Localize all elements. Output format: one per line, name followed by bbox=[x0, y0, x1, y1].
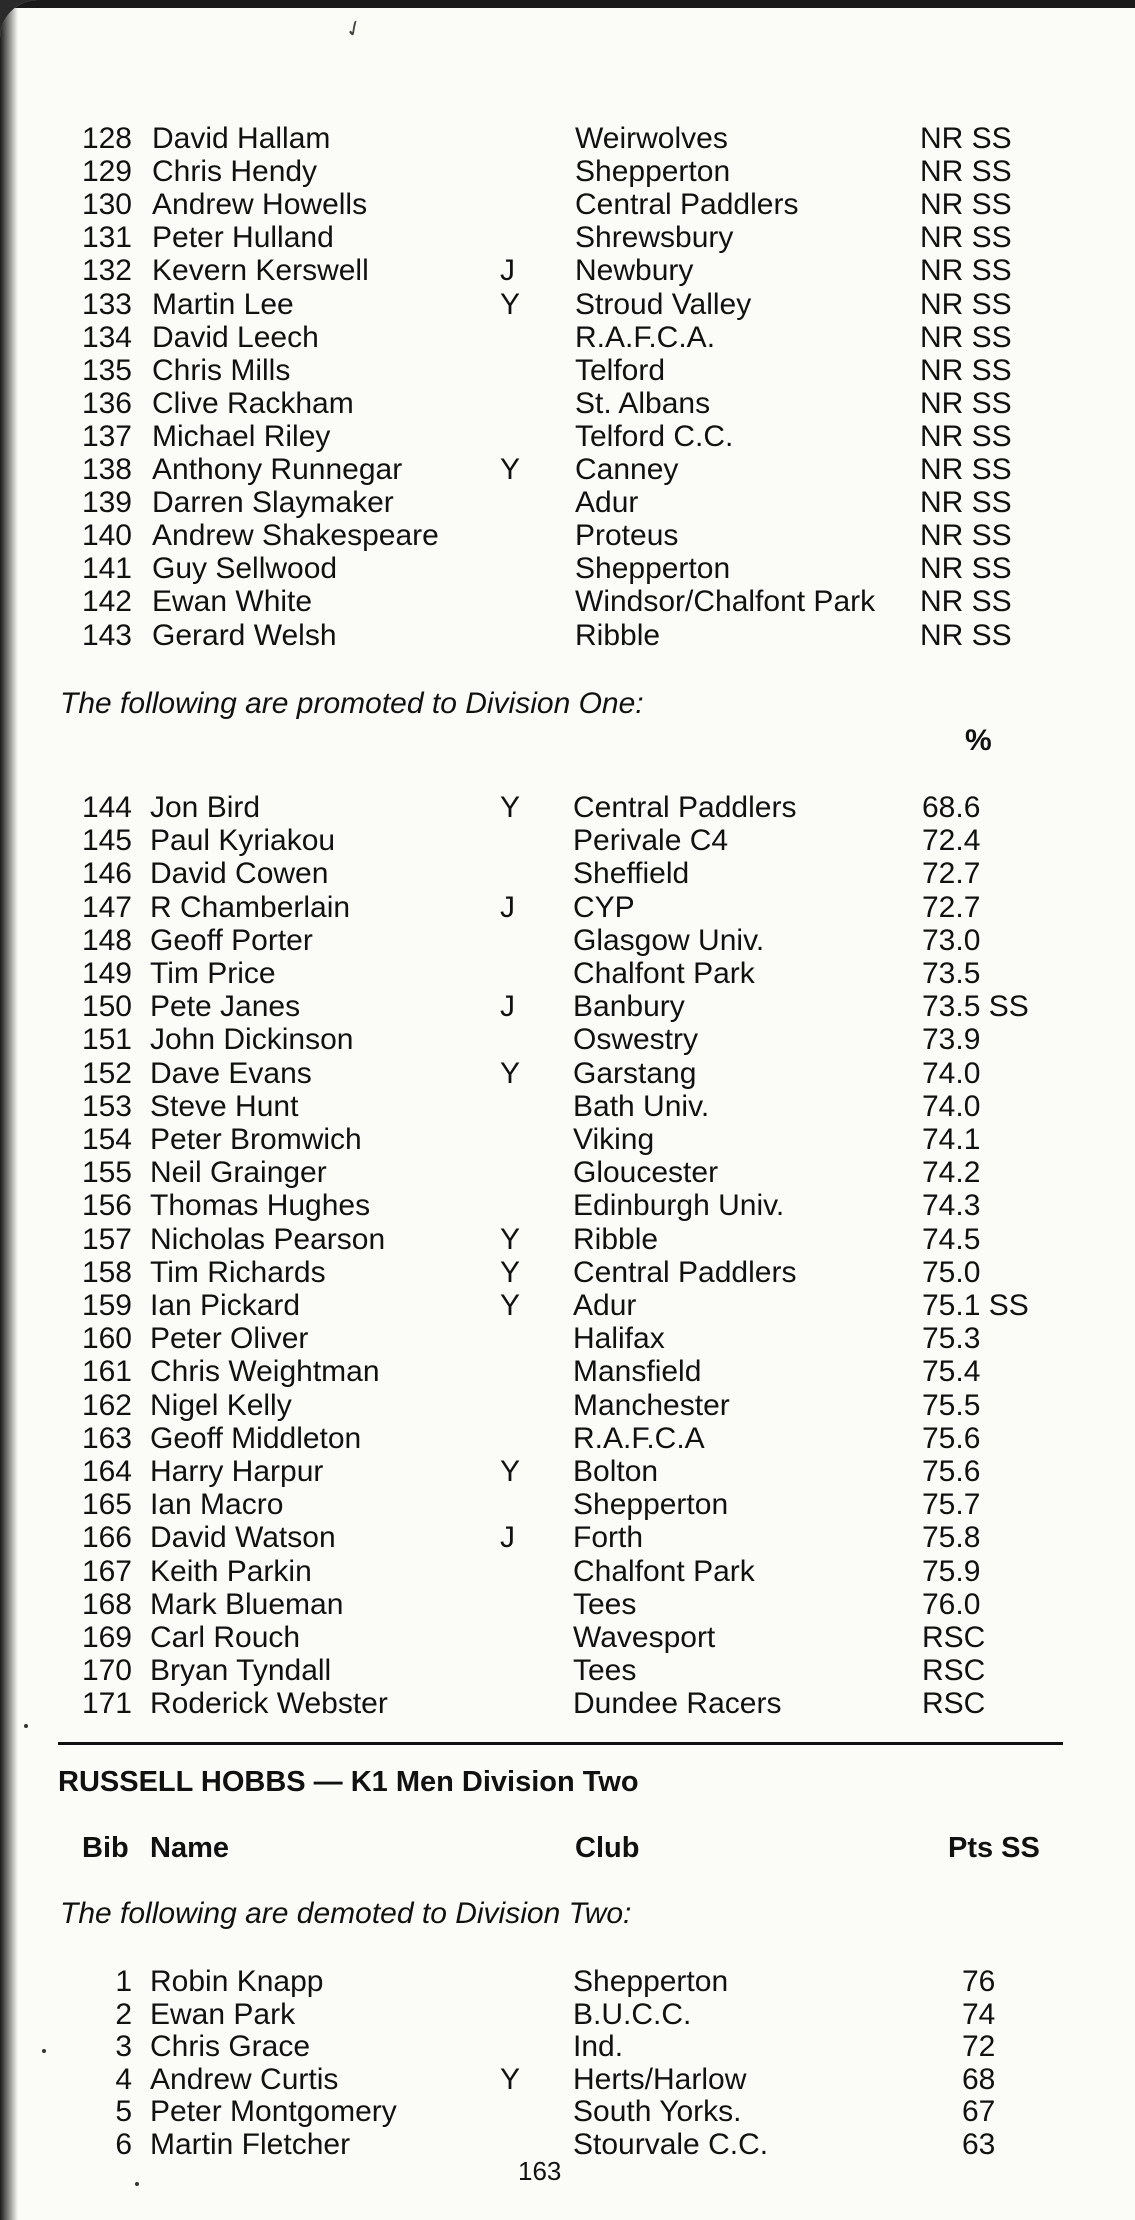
bib-number: 157 bbox=[81, 1222, 132, 1256]
club-name: Central Paddlers bbox=[575, 188, 799, 222]
age-category: Y bbox=[500, 453, 521, 486]
age-category: Y bbox=[500, 1056, 521, 1090]
bib-number: 142 bbox=[81, 585, 132, 619]
division-title: RUSSELL HOBBS — K1 Men Division Two bbox=[58, 1766, 639, 1798]
club-name: Newbury bbox=[575, 254, 694, 288]
bib-number: 131 bbox=[81, 221, 132, 255]
age-category: J bbox=[500, 1521, 515, 1555]
bib-number: 141 bbox=[81, 552, 132, 586]
bib-number: 128 bbox=[81, 122, 132, 155]
bib-number: 129 bbox=[81, 155, 132, 189]
competitor-name: Peter Montgomery bbox=[150, 2095, 397, 2129]
scan-top-edge bbox=[0, 0, 1135, 8]
club-name: Chalfont Park bbox=[573, 957, 755, 990]
competitor-name: Harry Harpur bbox=[150, 1455, 324, 1488]
bib-number: 138 bbox=[81, 453, 132, 486]
section-divider bbox=[58, 1742, 1063, 1745]
bib-number: 148 bbox=[81, 923, 132, 957]
club-name: St. Albans bbox=[575, 386, 711, 420]
age-category: Y bbox=[500, 287, 521, 321]
result-value: NR SS bbox=[920, 486, 1012, 520]
competitor-name: David Leech bbox=[152, 320, 319, 354]
club-name: Shepperton bbox=[575, 155, 731, 189]
result-value: 73.0 bbox=[922, 923, 981, 957]
result-value: NR SS bbox=[920, 618, 1012, 652]
competitor-name: Tim Price bbox=[150, 957, 276, 990]
result-value: 75.8 bbox=[922, 1521, 981, 1555]
result-value: RSC bbox=[922, 1687, 986, 1721]
result-value: NR SS bbox=[920, 519, 1012, 553]
result-value: 74.2 bbox=[922, 1156, 981, 1190]
result-value: 75.6 bbox=[922, 1421, 981, 1455]
club-name: Glasgow Univ. bbox=[573, 923, 765, 957]
demoted-heading: The following are demoted to Division Two: bbox=[60, 1897, 632, 1930]
bib-number: 160 bbox=[81, 1322, 132, 1356]
club-name: Weirwolves bbox=[575, 122, 728, 155]
competitor-name: David Cowen bbox=[150, 857, 329, 891]
competitor-name: Robin Knapp bbox=[150, 1965, 324, 1998]
result-value: 75.3 bbox=[922, 1322, 981, 1356]
bib-number: 152 bbox=[81, 1056, 132, 1090]
club-name: Telford bbox=[575, 353, 666, 387]
club-name: Shepperton bbox=[573, 1488, 729, 1522]
result-value: 72.7 bbox=[922, 857, 981, 891]
competitor-name: Thomas Hughes bbox=[150, 1189, 371, 1223]
bib-number: 4 bbox=[115, 2062, 132, 2096]
club-name: Canney bbox=[575, 453, 679, 486]
competitor-name: Geoff Porter bbox=[150, 923, 313, 957]
percent-column-header: % bbox=[965, 724, 992, 757]
result-value: NR SS bbox=[920, 453, 1012, 486]
competitor-name: Ewan Park bbox=[150, 1997, 296, 2031]
competitor-name: Chris Weightman bbox=[150, 1355, 380, 1389]
competitor-name: Peter Oliver bbox=[150, 1322, 309, 1356]
club-name: Central Paddlers bbox=[573, 791, 797, 824]
competitor-name: Bryan Tyndall bbox=[150, 1654, 332, 1688]
result-value: 75.0 bbox=[922, 1255, 981, 1289]
bib-number: 158 bbox=[81, 1255, 132, 1289]
club-name: Halifax bbox=[573, 1322, 665, 1356]
result-value: 72.4 bbox=[922, 824, 981, 858]
club-name: Stourvale C.C. bbox=[573, 2128, 769, 2161]
age-category: Y bbox=[500, 1222, 521, 1256]
result-value: 68 bbox=[962, 2062, 996, 2096]
competitor-name: Anthony Runnegar bbox=[152, 453, 403, 486]
competitor-name: Ewan White bbox=[152, 585, 313, 619]
result-value: 75.7 bbox=[922, 1488, 981, 1522]
competitor-name: Roderick Webster bbox=[150, 1687, 388, 1721]
club-name: Garstang bbox=[573, 1056, 697, 1090]
result-value: NR SS bbox=[920, 287, 1012, 321]
competitor-name: Gerard Welsh bbox=[152, 618, 337, 652]
result-value: 74.1 bbox=[922, 1123, 981, 1156]
result-value: 74.5 bbox=[922, 1222, 981, 1256]
club-name: Viking bbox=[573, 1123, 655, 1156]
club-name: CYP bbox=[573, 890, 635, 924]
age-category: Y bbox=[500, 1255, 521, 1289]
bib-number: 169 bbox=[81, 1621, 132, 1654]
club-name: Edinburgh Univ. bbox=[573, 1189, 785, 1223]
club-name: Mansfield bbox=[573, 1355, 702, 1389]
result-value: 74.0 bbox=[922, 1089, 981, 1123]
club-name: Forth bbox=[573, 1521, 644, 1555]
bib-number: 6 bbox=[115, 2128, 132, 2161]
promoted-heading: The following are promoted to Division One: bbox=[60, 687, 644, 720]
bib-number: 165 bbox=[81, 1488, 132, 1522]
result-value: NR SS bbox=[920, 552, 1012, 586]
bib-number: 130 bbox=[81, 188, 132, 222]
competitor-name: Nicholas Pearson bbox=[150, 1222, 386, 1256]
result-value: 73.5 bbox=[922, 957, 981, 990]
result-value: NR SS bbox=[920, 585, 1012, 619]
bib-number: 2 bbox=[115, 1997, 132, 2031]
bib-number: 137 bbox=[81, 419, 132, 453]
bib-number: 139 bbox=[81, 486, 132, 520]
competitor-name: Mark Blueman bbox=[150, 1587, 344, 1621]
bib-number: 171 bbox=[81, 1687, 132, 1721]
club-name: Ribble bbox=[573, 1222, 659, 1256]
club-name: Ind. bbox=[573, 2030, 624, 2064]
result-value: 74 bbox=[962, 1997, 996, 2031]
bib-number: 147 bbox=[81, 890, 132, 924]
age-category: Y bbox=[500, 1455, 521, 1488]
competitor-name: Andrew Shakespeare bbox=[152, 519, 439, 553]
column-header-club: Club bbox=[575, 1832, 640, 1864]
bib-number: 150 bbox=[81, 990, 132, 1024]
club-name: Oswestry bbox=[573, 1023, 699, 1057]
result-value: 73.9 bbox=[922, 1023, 981, 1057]
competitor-name: Guy Sellwood bbox=[152, 552, 338, 586]
club-name: Gloucester bbox=[573, 1156, 719, 1190]
competitor-name: Michael Riley bbox=[152, 419, 331, 453]
competitor-name: Carl Rouch bbox=[150, 1621, 301, 1654]
club-name: Windsor/Chalfont Park bbox=[575, 585, 876, 619]
club-name: Banbury bbox=[573, 990, 685, 1024]
competitor-name: Paul Kyriakou bbox=[150, 824, 336, 858]
bib-number: 170 bbox=[81, 1654, 132, 1688]
bib-number: 132 bbox=[81, 254, 132, 288]
result-value: 74.3 bbox=[922, 1189, 981, 1223]
club-name: R.A.F.C.A. bbox=[575, 320, 716, 354]
page-number: 163 bbox=[518, 2156, 562, 2186]
result-value: 63 bbox=[962, 2128, 996, 2161]
bib-number: 162 bbox=[81, 1388, 132, 1422]
result-value: NR SS bbox=[920, 254, 1012, 288]
club-name: Shepperton bbox=[575, 552, 731, 586]
bib-number: 154 bbox=[81, 1123, 132, 1156]
result-value: NR SS bbox=[920, 320, 1012, 354]
competitor-name: Clive Rackham bbox=[152, 386, 354, 420]
club-name: Telford C.C. bbox=[575, 419, 734, 453]
scan-speck bbox=[135, 2182, 139, 2186]
result-value: NR SS bbox=[920, 122, 1012, 155]
column-header-pts: Pts SS bbox=[948, 1832, 1040, 1864]
age-category: Y bbox=[500, 2062, 521, 2096]
club-name: B.U.C.C. bbox=[573, 1997, 692, 2031]
club-name: Wavesport bbox=[573, 1621, 716, 1654]
result-value: NR SS bbox=[920, 419, 1012, 453]
age-category: J bbox=[500, 254, 515, 288]
competitor-name: Andrew Curtis bbox=[150, 2062, 339, 2096]
competitor-name: David Watson bbox=[150, 1521, 336, 1555]
competitor-name: Martin Fletcher bbox=[150, 2128, 351, 2161]
competitor-name: John Dickinson bbox=[150, 1023, 354, 1057]
result-value: NR SS bbox=[920, 188, 1012, 222]
bib-number: 134 bbox=[81, 320, 132, 354]
bib-number: 3 bbox=[115, 2030, 132, 2064]
bib-number: 153 bbox=[81, 1089, 132, 1123]
club-name: Sheffield bbox=[573, 857, 690, 891]
result-value: 76 bbox=[962, 1965, 996, 1998]
bib-number: 168 bbox=[81, 1587, 132, 1621]
club-name: Stroud Valley bbox=[575, 287, 752, 321]
result-value: 75.5 bbox=[922, 1388, 981, 1422]
result-value: 75.1 SS bbox=[922, 1289, 1029, 1322]
result-value: NR SS bbox=[920, 353, 1012, 387]
result-value: 67 bbox=[962, 2095, 996, 2129]
club-name: Proteus bbox=[575, 519, 679, 553]
club-name: Shrewsbury bbox=[575, 221, 734, 255]
result-value: NR SS bbox=[920, 221, 1012, 255]
competitor-name: Andrew Howells bbox=[152, 188, 368, 222]
scan-speck bbox=[42, 2049, 46, 2053]
bib-number: 151 bbox=[81, 1023, 132, 1057]
age-category: J bbox=[500, 890, 515, 924]
result-value: 73.5 SS bbox=[922, 990, 1029, 1024]
competitor-name: Tim Richards bbox=[150, 1255, 326, 1289]
club-name: Ribble bbox=[575, 618, 661, 652]
scan-left-edge bbox=[0, 0, 18, 2220]
club-name: Tees bbox=[573, 1587, 637, 1621]
club-name: Perivale C4 bbox=[573, 824, 729, 858]
competitor-name: Peter Bromwich bbox=[150, 1123, 362, 1156]
age-category: Y bbox=[500, 791, 521, 824]
club-name: Herts/Harlow bbox=[573, 2062, 747, 2096]
result-value: NR SS bbox=[920, 155, 1012, 189]
club-name: Adur bbox=[575, 486, 639, 520]
competitor-name: Steve Hunt bbox=[150, 1089, 299, 1123]
bib-number: 167 bbox=[81, 1554, 132, 1588]
bib-number: 144 bbox=[81, 791, 132, 824]
competitor-name: Peter Hulland bbox=[152, 221, 334, 255]
club-name: Dundee Racers bbox=[573, 1687, 782, 1721]
result-value: 74.0 bbox=[922, 1056, 981, 1090]
result-value: 72.7 bbox=[922, 890, 981, 924]
bib-number: 1 bbox=[115, 1965, 132, 1998]
bib-number: 156 bbox=[81, 1189, 132, 1223]
bib-number: 155 bbox=[81, 1156, 132, 1190]
result-value: 76.0 bbox=[922, 1587, 981, 1621]
competitor-name: Kevern Kerswell bbox=[152, 254, 369, 288]
club-name: Bolton bbox=[573, 1455, 659, 1488]
result-value: 68.6 bbox=[922, 791, 981, 824]
pencil-tick-mark: ✓ bbox=[340, 13, 368, 44]
bib-number: 161 bbox=[81, 1355, 132, 1389]
club-name: Shepperton bbox=[573, 1965, 729, 1998]
result-value: 72 bbox=[962, 2030, 996, 2064]
competitor-name: David Hallam bbox=[152, 122, 331, 155]
competitor-name: Keith Parkin bbox=[150, 1554, 312, 1588]
column-header-name: Name bbox=[150, 1832, 229, 1864]
result-value: 75.6 bbox=[922, 1455, 981, 1488]
bib-number: 166 bbox=[81, 1521, 132, 1555]
result-value: NR SS bbox=[920, 386, 1012, 420]
bib-number: 140 bbox=[81, 519, 132, 553]
result-value: 75.4 bbox=[922, 1355, 981, 1389]
bib-number: 133 bbox=[81, 287, 132, 321]
competitor-name: Geoff Middleton bbox=[150, 1421, 362, 1455]
competitor-name: Neil Grainger bbox=[150, 1156, 327, 1190]
bib-number: 149 bbox=[81, 957, 132, 990]
competitor-name: Martin Lee bbox=[152, 287, 294, 321]
competitor-name: Ian Macro bbox=[150, 1488, 284, 1522]
age-category: Y bbox=[500, 1289, 521, 1322]
result-value: RSC bbox=[922, 1654, 986, 1688]
club-name: Chalfont Park bbox=[573, 1554, 755, 1588]
competitor-name: Nigel Kelly bbox=[150, 1388, 292, 1422]
competitor-name: Chris Mills bbox=[152, 353, 291, 387]
club-name: Central Paddlers bbox=[573, 1255, 797, 1289]
age-category: J bbox=[500, 990, 515, 1024]
competitor-name: Chris Hendy bbox=[152, 155, 318, 189]
result-value: 75.9 bbox=[922, 1554, 981, 1588]
club-name: South Yorks. bbox=[573, 2095, 742, 2129]
competitor-name: Ian Pickard bbox=[150, 1289, 301, 1322]
bib-number: 164 bbox=[81, 1455, 132, 1488]
club-name: Tees bbox=[573, 1654, 637, 1688]
result-value: RSC bbox=[922, 1621, 986, 1654]
competitor-name: R Chamberlain bbox=[150, 890, 351, 924]
competitor-name: Chris Grace bbox=[150, 2030, 311, 2064]
competitor-name: Darren Slaymaker bbox=[152, 486, 394, 520]
club-name: Adur bbox=[573, 1289, 637, 1322]
club-name: Bath Univ. bbox=[573, 1089, 710, 1123]
bib-number: 163 bbox=[81, 1421, 132, 1455]
competitor-name: Jon Bird bbox=[150, 791, 261, 824]
bib-number: 5 bbox=[115, 2095, 132, 2129]
bib-number: 159 bbox=[81, 1289, 132, 1322]
competitor-name: Dave Evans bbox=[150, 1056, 312, 1090]
scan-speck bbox=[24, 1724, 28, 1728]
competitor-name: Pete Janes bbox=[150, 990, 301, 1024]
bib-number: 145 bbox=[81, 824, 132, 858]
club-name: R.A.F.C.A bbox=[573, 1421, 705, 1455]
column-header-bib: Bib bbox=[82, 1832, 129, 1864]
bib-number: 136 bbox=[81, 386, 132, 420]
bib-number: 146 bbox=[81, 857, 132, 891]
bib-number: 135 bbox=[81, 353, 132, 387]
club-name: Manchester bbox=[573, 1388, 730, 1422]
bib-number: 143 bbox=[81, 618, 132, 652]
